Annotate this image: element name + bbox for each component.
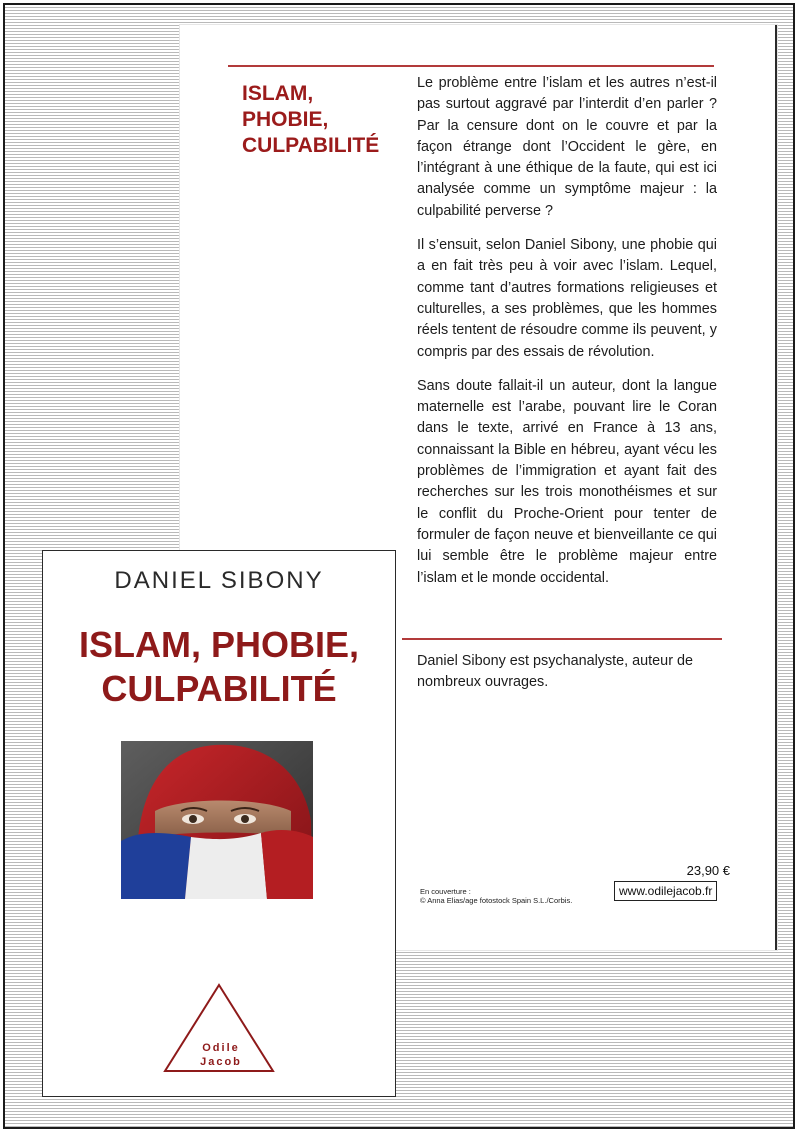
front-title-line: ISLAM, PHOBIE, — [78, 624, 360, 665]
front-title-line: CULPABILITÉ — [101, 668, 337, 709]
blurb-paragraph: Le problème entre l’islam et les autres n’est-il pas surtout aggravé par l’interdit d’en parler ? Par la censure dont on le couvre et par la façon étrange dont l’Occident le gère, en l’intégrant à une éthique de la faute, qui est ici analysée comme un symptôme majeur : la culpabilité perverse ? — [417, 75, 717, 219]
separator-rule — [402, 638, 722, 640]
front-cover-title — [43, 623, 395, 711]
blurb-paragraph: Il s’ensuit, selon Daniel Sibony, une phobie qui a en fait très peu à voir avec l’islam. Lequel, comme tant d’autres formations religieuses et culturelles, a ses problèmes, que les hommes réels tentent de résoudre comme ils peuvent, y compris par des essais de révolution. — [417, 237, 717, 360]
flag-white-band — [185, 833, 267, 899]
publisher-url[interactable]: www.odilejacob.fr — [614, 881, 717, 901]
flag-red-band — [261, 830, 313, 899]
author-bio: Daniel Sibony est psychanalyste, auteur de nombreux ouvrages. — [417, 653, 693, 691]
publisher-name: Jacob — [200, 1056, 242, 1068]
blurb — [417, 73, 717, 602]
back-title-line: ISLAM, — [242, 82, 314, 105]
back-title-line: CULPABILITÉ — [242, 134, 380, 157]
back-title-line: PHOBIE, — [242, 108, 329, 131]
cover-photo — [121, 741, 313, 899]
front-cover — [42, 550, 396, 1097]
page-frame — [3, 3, 795, 1129]
flag-blue-band — [121, 833, 191, 899]
top-rule — [228, 65, 714, 67]
publisher-name: Odile — [202, 1042, 240, 1054]
price: 23,90 € — [686, 863, 730, 878]
author-name: DANIEL SIBONY — [114, 567, 324, 594]
back-cover-title — [242, 81, 392, 159]
credit-line: En couverture : — [420, 887, 471, 896]
photo-credit — [420, 887, 620, 905]
blurb-paragraph: Sans doute fallait-il un auteur, dont la langue maternelle est l’arabe, pouvant lire le Coran dans le texte, arrivé en France à 13 ans, connaissant la Bible en hébreu, ayant vécu les problèmes de l’immigration et ayant fait des recherches sur les trois monothéismes et sur le conflit du Proche-Orient pour tenter de formuler de façon neuve et bienveillante ce qui lui semble être le problème majeur entre l’islam et le monde occidental. — [417, 377, 717, 586]
credit-line: © Anna Elias/age fotostock Spain S.L./Corbis. — [420, 896, 573, 905]
